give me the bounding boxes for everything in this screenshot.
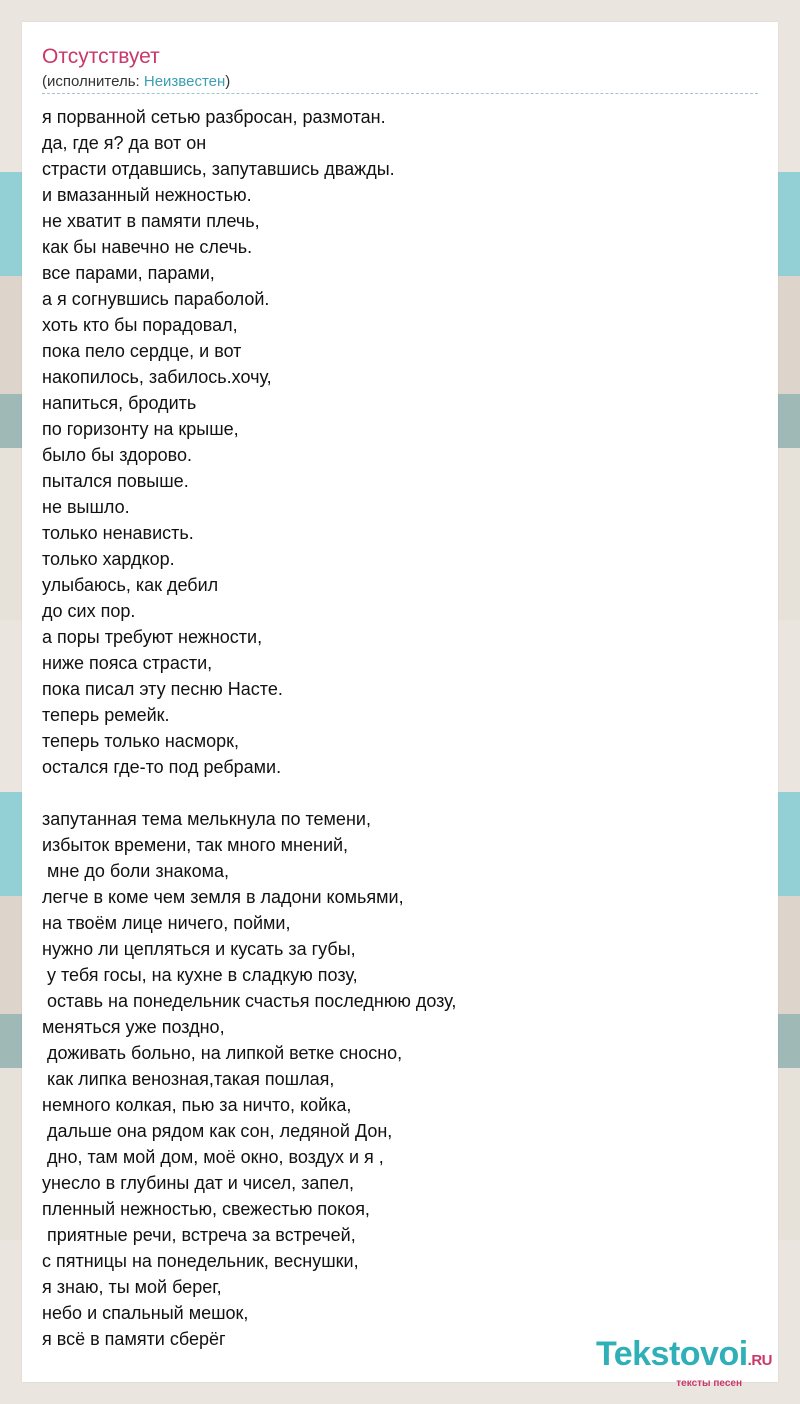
lyrics-card	[22, 22, 778, 1382]
lyric-line: ниже пояса страсти,	[42, 653, 213, 673]
lyric-line: небо и спальный мешок,	[42, 1303, 249, 1323]
lyric-line: пока писал эту песню Насте.	[42, 679, 283, 699]
lyric-line: накопилось, забилось.хочу,	[42, 367, 272, 387]
lyric-line: на твоём лице ничего, пойми,	[42, 913, 291, 933]
lyric-line: теперь только насморк,	[42, 731, 240, 751]
lyric-line: и вмазанный нежностью.	[42, 185, 252, 205]
title-divider	[42, 93, 758, 94]
lyric-line: только ненависть.	[42, 523, 194, 543]
lyric-line: унесло в глубины дат и чисел, запел,	[42, 1173, 355, 1193]
lyric-line: все парами, парами,	[42, 263, 215, 283]
lyric-line: как бы навечно не слечь.	[42, 237, 253, 257]
artist-prefix: (исполнитель:	[42, 73, 144, 90]
logo-tld: .RU	[747, 1352, 772, 1369]
lyric-line: не вышло.	[42, 497, 130, 517]
lyrics-text	[42, 104, 758, 1352]
lyric-line: до сих пор.	[42, 601, 136, 621]
artist-suffix: )	[225, 73, 231, 90]
lyric-line: хоть кто бы порадовал,	[42, 315, 238, 335]
lyric-line: да, где я? да вот он	[42, 133, 207, 153]
lyric-line: было бы здорово.	[42, 445, 192, 465]
lyric-line: у тебя госы, на кухне в сладкую позу,	[42, 965, 358, 985]
lyric-line: а я согнувшись параболой.	[42, 289, 270, 309]
lyric-line: оставь на понедельник счастья последнюю дозу,	[42, 991, 457, 1011]
lyric-line: легче в коме чем земля в ладони комьями,	[42, 887, 404, 907]
lyric-blank-line	[42, 780, 758, 806]
lyric-line: мне до боли знакома,	[42, 861, 230, 881]
lyric-line: дно, там мой дом, моё окно, воздух и я ,	[42, 1147, 384, 1167]
lyric-line: с пятницы на понедельник, веснушки,	[42, 1251, 359, 1271]
lyric-line: доживать больно, на липкой ветке сносно,	[42, 1043, 403, 1063]
lyric-line: напиться, бродить	[42, 393, 197, 413]
lyric-line: по горизонту на крыше,	[42, 419, 239, 439]
lyric-line: меняться уже поздно,	[42, 1017, 225, 1037]
lyric-line: только хардкор.	[42, 549, 175, 569]
logo-wordmark: Tekstovoi	[595, 1335, 748, 1373]
artist-line	[42, 73, 230, 91]
lyric-line: дальше она рядом как сон, ледяной Дон,	[42, 1121, 393, 1141]
lyric-line: приятные речи, встреча за встречей,	[42, 1225, 356, 1245]
lyric-line: запутанная тема мелькнула по темени,	[42, 809, 371, 829]
lyric-line: а поры требуют нежности,	[42, 627, 263, 647]
lyric-line: избыток времени, так много мнений,	[42, 835, 349, 855]
artist-link[interactable]: Неизвестен	[143, 73, 226, 90]
lyric-line: теперь ремейк.	[42, 705, 170, 725]
lyric-line: пока пело сердце, и вот	[42, 341, 242, 361]
song-title: Отсутствует	[42, 45, 160, 68]
lyric-line: нужно ли цепляться и кусать за губы,	[42, 939, 356, 959]
lyric-line: улыбаюсь, как дебил	[42, 575, 219, 595]
lyric-line: немного колкая, пью за ничто, койка,	[42, 1095, 352, 1115]
lyric-line: как липка венозная,такая пошлая,	[42, 1069, 335, 1089]
lyric-line: я знаю, ты мой берег,	[42, 1277, 222, 1297]
lyric-line: пленный нежностью, свежестью покоя,	[42, 1199, 370, 1219]
lyric-line: пытался повыше.	[42, 471, 189, 491]
lyric-line: не хватит в памяти плечь,	[42, 211, 260, 231]
lyric-line: остался где-то под ребрами.	[42, 757, 282, 777]
lyric-line: я всё в памяти сберёг	[42, 1329, 226, 1349]
logo-tagline: тексты песен	[676, 1378, 742, 1389]
lyric-line: я порванной сетью разбросан, размотан.	[42, 107, 386, 127]
lyric-line: страсти отдавшись, запутавшись дважды.	[42, 159, 395, 179]
site-logo[interactable]	[552, 1335, 772, 1389]
